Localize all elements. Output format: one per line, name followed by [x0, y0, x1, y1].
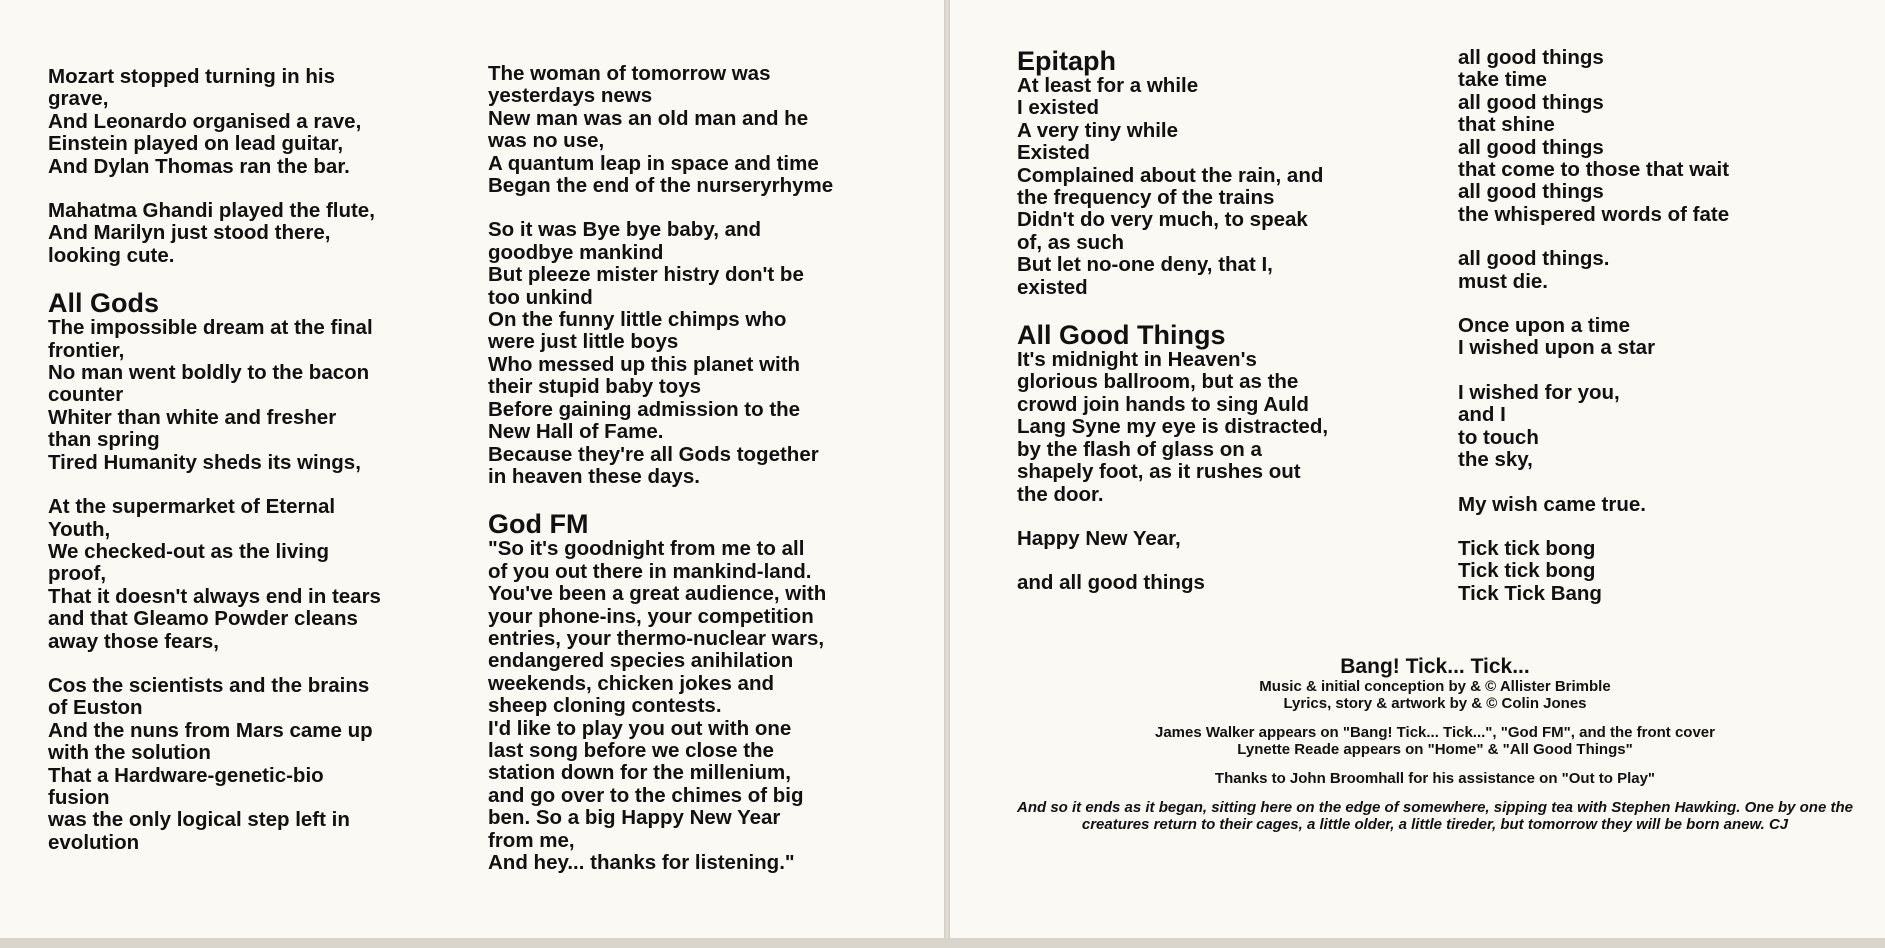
lyric-line: shapely foot, as it rushes out	[1017, 460, 1301, 484]
lyric-line: I existed	[1017, 96, 1100, 120]
section-heading: All Good Things	[1017, 320, 1226, 351]
lyric-line: At the supermarket of Eternal	[48, 495, 336, 519]
lyric-line: your phone-ins, your competition	[488, 604, 814, 628]
lyric-line: and I	[1458, 403, 1506, 427]
lyric-line: counter	[48, 383, 124, 407]
bottom-edge	[0, 938, 1885, 948]
lyric-line: Because they're all Gods together	[488, 442, 819, 466]
lyric-line: the sky,	[1458, 448, 1533, 472]
verse-block	[48, 675, 488, 854]
verse-block	[1458, 382, 1868, 472]
lyric-line: "So it's goodnight from me to all	[488, 537, 805, 561]
lyric-line: Happy New Year,	[1017, 526, 1181, 550]
lyric-line: existed	[1017, 275, 1088, 299]
lyric-line: evolution	[48, 830, 140, 854]
verse-block	[48, 496, 488, 653]
lyric-line: and go over to the chimes of big	[488, 783, 804, 807]
section-heading: God FM	[488, 509, 589, 540]
lyric-line: My wish came true.	[1458, 492, 1646, 516]
lyric-line: that shine	[1458, 113, 1555, 137]
lyric-line: was no use,	[488, 129, 605, 153]
lyric-line: So it was Bye bye baby, and	[488, 218, 762, 242]
lyric-line: proof,	[48, 562, 107, 586]
lyric-line: Youth,	[48, 517, 111, 541]
verse-block	[1017, 47, 1457, 299]
lyric-line: New man was an old man and he	[488, 106, 809, 130]
right-page	[950, 0, 1885, 940]
section-heading: All Gods	[48, 288, 160, 319]
verse-block	[1458, 248, 1868, 293]
lyric-line: glorious ballroom, but as the	[1017, 370, 1299, 394]
lyric-line: A very tiny while	[1017, 118, 1179, 142]
lyric-line: It's midnight in Heaven's	[1017, 348, 1257, 372]
verse-block	[488, 63, 928, 197]
verse-block	[1017, 321, 1457, 506]
lyric-line: And Marilyn just stood there,	[48, 221, 331, 245]
lyric-line: their stupid baby toys	[488, 375, 701, 399]
credits-block	[1010, 656, 1860, 833]
verse-block	[48, 289, 488, 474]
column-1	[48, 66, 488, 876]
lyric-line: all good things	[1458, 46, 1604, 69]
lyric-line: Tick tick bong	[1458, 559, 1596, 583]
verse-block	[1458, 315, 1868, 360]
lyric-line: sheep cloning contests.	[488, 694, 722, 718]
lyric-line: endangered species anihilation	[488, 649, 794, 673]
lyric-line: were just little boys	[488, 330, 679, 354]
lyric-line: Didn't do very much, to speak	[1017, 208, 1308, 232]
lyric-line: But let no-one deny, that I,	[1017, 253, 1273, 277]
lyric-line: Tick tick bong	[1458, 536, 1596, 560]
lyric-line: No man went boldly to the bacon	[48, 361, 370, 385]
verse-block	[488, 219, 928, 488]
credits-appear-1: James Walker appears on "Bang! Tick... Tick...", "God FM", and the front cover	[1155, 724, 1715, 741]
verse-block	[1458, 538, 1868, 605]
credits-title: Bang! Tick... Tick...	[1340, 655, 1530, 678]
lyric-line: That a Hardware-genetic-bio	[48, 763, 324, 787]
lyric-line: than spring	[48, 428, 160, 452]
lyric-line: grave,	[48, 87, 109, 111]
lyric-line: Whiter than white and fresher	[48, 405, 337, 429]
lyric-line: was the only logical step left in	[48, 808, 350, 832]
lyric-line: We checked-out as the living	[48, 539, 329, 563]
lyric-line: The woman of tomorrow was	[488, 62, 771, 85]
lyric-line: Began the end of the nurseryrhyme	[488, 174, 834, 198]
lyric-line: by the flash of glass on a	[1017, 437, 1262, 461]
verse-block	[1458, 494, 1868, 516]
lyric-line: Tired Humanity sheds its wings,	[48, 450, 361, 474]
lyric-line: Mahatma Ghandi played the flute,	[48, 199, 375, 223]
lyric-line: the frequency of the trains	[1017, 186, 1275, 210]
lyric-line: crowd join hands to sing Auld	[1017, 392, 1309, 416]
credits-music: Music & initial conception by & © Allister Brimble	[1259, 678, 1611, 695]
credits-thanks: Thanks to John Broomhall for his assistance on "Out to Play"	[1214, 770, 1656, 787]
lyric-line: And Leonardo organised a rave,	[48, 109, 362, 133]
lyric-line: with the solution	[48, 741, 211, 765]
lyric-line: must die.	[1458, 269, 1548, 293]
lyric-line: the whispered words of fate	[1458, 202, 1730, 226]
lyric-line: take time	[1458, 68, 1547, 92]
lyric-line: away those fears,	[48, 629, 219, 653]
lyric-line: of, as such	[1017, 230, 1125, 254]
lyric-line: ben. So a big Happy New Year	[488, 806, 781, 830]
lyric-line: Mozart stopped turning in his	[48, 65, 335, 88]
lyric-line: all good things	[1458, 180, 1604, 204]
lyric-line: fusion	[48, 785, 110, 809]
lyric-line: of Euston	[48, 696, 143, 720]
verse-block	[1017, 528, 1457, 550]
lyric-line: all good things	[1458, 90, 1604, 114]
lyric-line: Einstein played on lead guitar,	[48, 132, 344, 156]
lyric-line: and all good things	[1017, 571, 1205, 595]
lyric-line: in heaven these days.	[488, 464, 700, 488]
lyric-line: that come to those that wait	[1458, 158, 1730, 182]
lyric-line: looking cute.	[48, 243, 175, 267]
verse-block	[48, 66, 488, 178]
credits-appear-2: Lynette Reade appears on "Home" & "All Good Things"	[1237, 741, 1633, 758]
lyric-line: too unkind	[488, 285, 593, 309]
lyric-line: last song before we close the	[488, 738, 774, 762]
lyric-line: New Hall of Fame.	[488, 420, 664, 444]
lyric-line: And Dylan Thomas ran the bar.	[48, 154, 350, 178]
column-2	[488, 63, 928, 896]
lyric-line: to touch	[1458, 425, 1539, 449]
lyric-line: And hey... thanks for listening."	[488, 851, 795, 874]
lyric-line: You've been a great audience, with	[488, 582, 827, 606]
lyric-line: Cos the scientists and the brains	[48, 673, 370, 697]
lyric-line: Lang Syne my eye is distracted,	[1017, 415, 1329, 439]
lyric-line: Existed	[1017, 141, 1090, 165]
verse-block	[48, 200, 488, 267]
lyric-line: The impossible dream at the final	[48, 316, 373, 340]
lyric-line: goodbye mankind	[488, 240, 664, 264]
left-page	[0, 0, 944, 940]
credits-lyrics: Lyrics, story & artwork by & © Colin Jones	[1283, 695, 1587, 712]
lyric-line: all good things.	[1458, 247, 1610, 271]
lyric-line: entries, your thermo-nuclear wars,	[488, 626, 825, 650]
lyric-line: Who messed up this planet with	[488, 352, 801, 376]
credits-closing: And so it ends as it began, sitting here on the edge of somewhere, sipping tea with Stephen Hawking. One by one the creatures return to their cages, a little older, a little tireder, but tomorrow they will be born anew. CJ	[1017, 799, 1853, 833]
lyric-line: Once upon a time	[1458, 314, 1630, 338]
lyric-line: Tick Tick Bang	[1458, 581, 1602, 605]
lyric-line: station down for the millenium,	[488, 761, 791, 785]
lyric-line: I wished upon a star	[1458, 336, 1656, 360]
verse-block	[1017, 572, 1457, 594]
verse-block	[1458, 47, 1868, 226]
lyric-line: And the nuns from Mars came up	[48, 718, 373, 742]
lyric-line: frontier,	[48, 338, 125, 362]
lyric-line: But pleeze mister histry don't be	[488, 263, 804, 287]
lyric-line: I wished for you,	[1458, 380, 1620, 404]
lyric-line: On the funny little chimps who	[488, 308, 787, 332]
lyric-line: yesterdays news	[488, 84, 653, 108]
lyric-line: from me,	[488, 828, 575, 852]
lyric-line: all good things	[1458, 135, 1604, 159]
lyric-line: weekends, chicken jokes and	[488, 671, 774, 695]
column-4	[1458, 47, 1868, 627]
section-heading: Epitaph	[1017, 46, 1116, 76]
lyric-line: Before gaining admission to the	[488, 397, 801, 421]
lyric-line: of you out there in mankind-land.	[488, 559, 812, 583]
lyric-line: the door.	[1017, 482, 1104, 506]
lyric-line: At least for a while	[1017, 74, 1199, 97]
column-3	[1017, 47, 1457, 617]
lyric-line: That it doesn't always end in tears	[48, 584, 381, 608]
verse-block	[488, 510, 928, 874]
lyric-line: Complained about the rain, and	[1017, 163, 1324, 187]
lyric-line: I'd like to play you out with one	[488, 716, 792, 740]
lyric-line: and that Gleamo Powder cleans	[48, 607, 358, 631]
lyric-line: A quantum leap in space and time	[488, 151, 819, 175]
